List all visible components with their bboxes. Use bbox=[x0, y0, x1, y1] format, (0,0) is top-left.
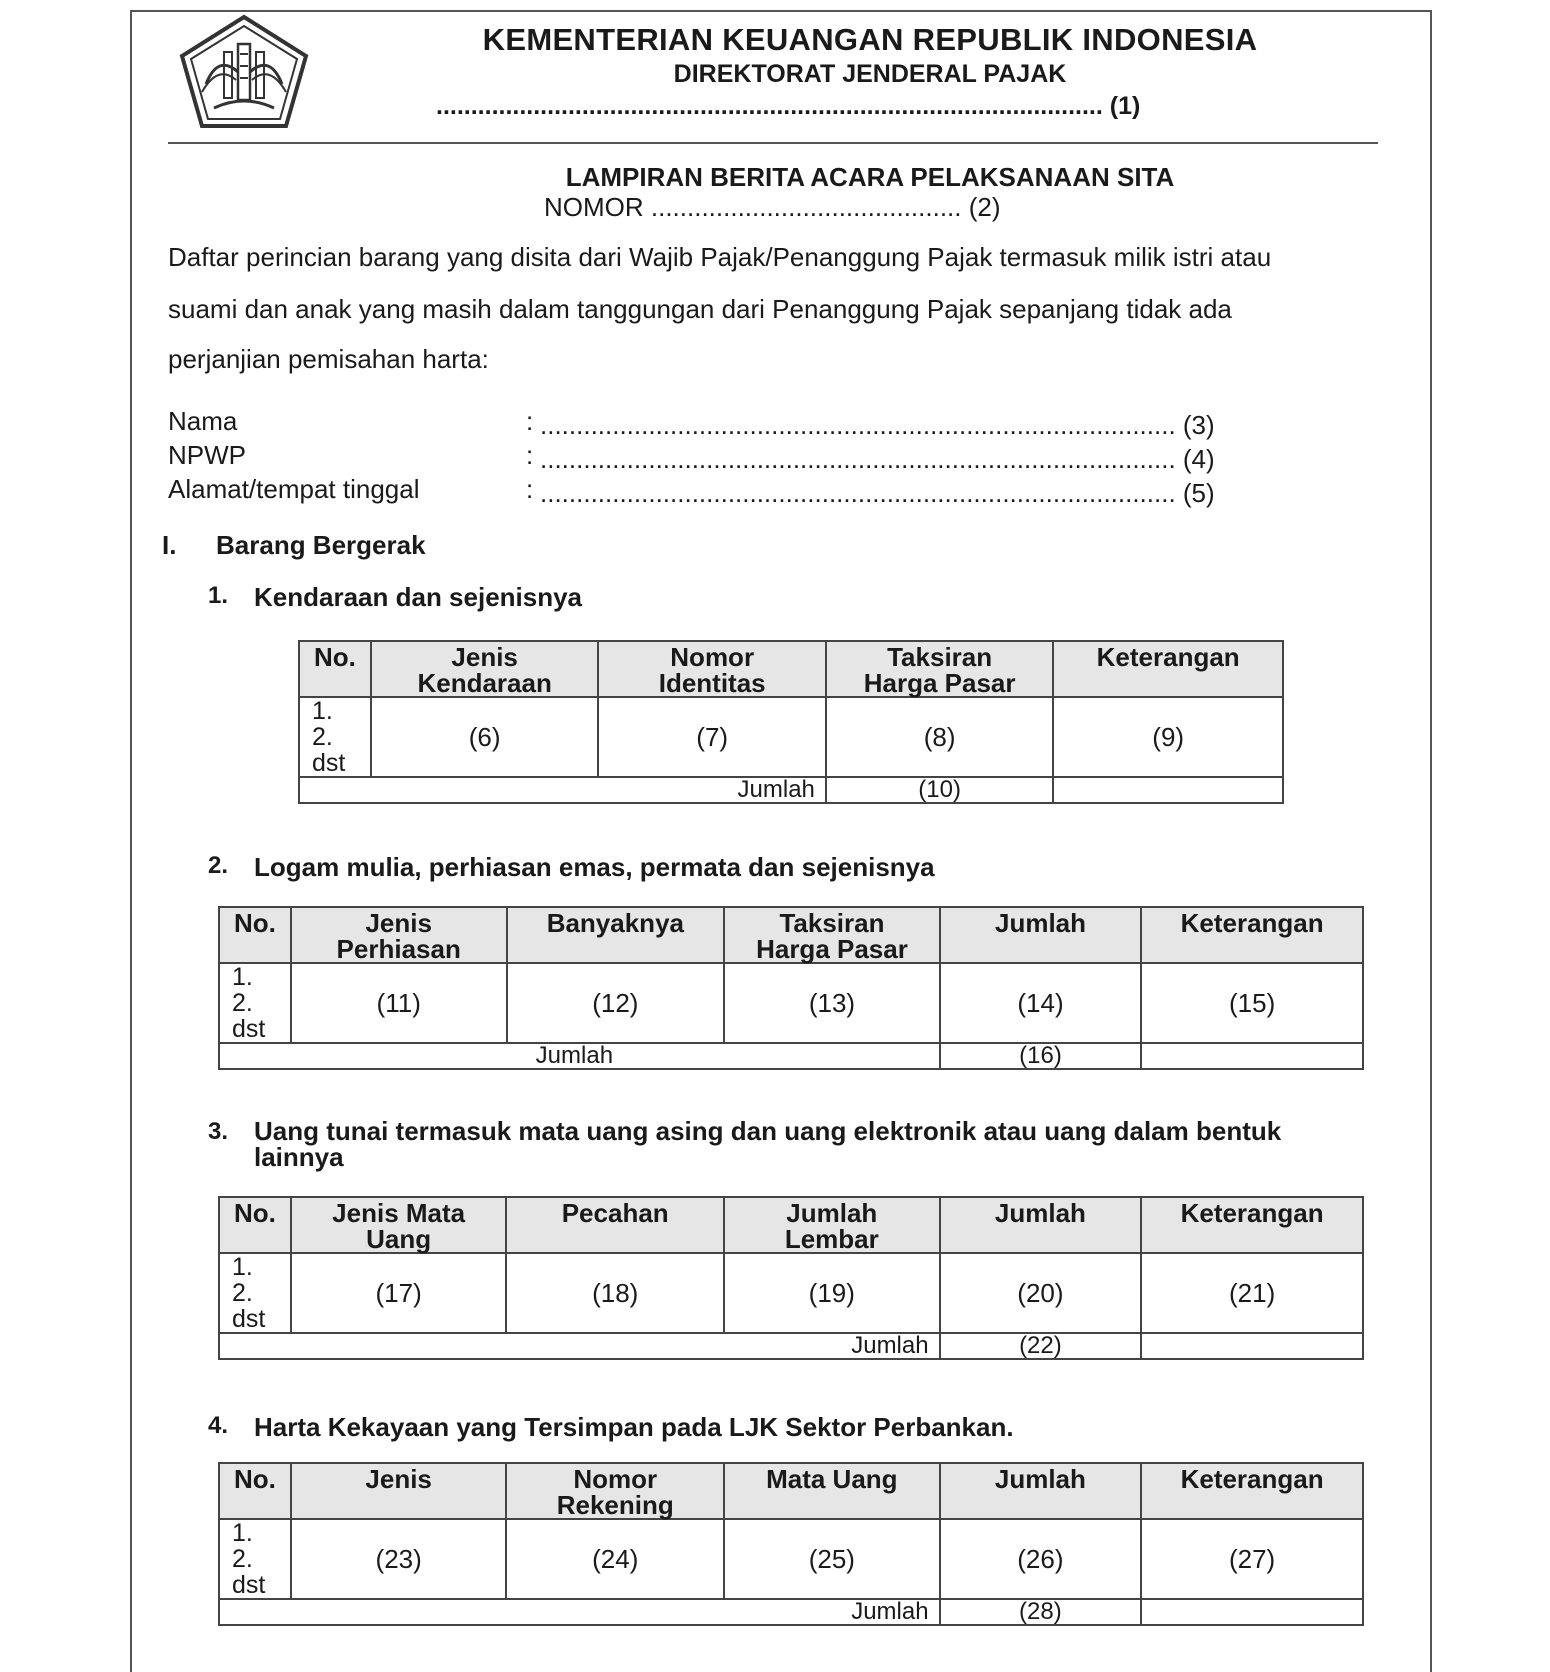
field-label-npwp: NPWP bbox=[168, 440, 246, 470]
table-cell: (27) bbox=[1141, 1519, 1363, 1599]
col-header: Jumlah bbox=[940, 1463, 1142, 1519]
field-colon: : bbox=[526, 440, 534, 470]
document-number: NOMOR ........................................... (2) bbox=[544, 192, 1001, 222]
col-header: Jenis Mata Uang bbox=[291, 1197, 506, 1253]
sum-label: Jumlah bbox=[219, 1333, 940, 1359]
table-cell: (14) bbox=[940, 963, 1142, 1043]
table-cell: (18) bbox=[506, 1253, 724, 1333]
subsection-number: 4. bbox=[208, 1412, 229, 1439]
col-header: Nomor Identitas bbox=[598, 641, 825, 697]
section-number: I. bbox=[162, 530, 177, 560]
sum-label: Jumlah bbox=[299, 777, 826, 803]
table-kendaraan bbox=[298, 640, 1284, 804]
col-header: No. bbox=[299, 641, 371, 697]
row-number-cell: 1. 2. dst bbox=[219, 963, 291, 1043]
table-perhiasan bbox=[218, 906, 1364, 1070]
table-ljk-perbankan bbox=[218, 1462, 1364, 1626]
col-header: No. bbox=[219, 1463, 291, 1519]
subsection-title: Kendaraan dan sejenisnya bbox=[254, 582, 583, 612]
sum-label: Jumlah bbox=[219, 1043, 940, 1069]
col-header: Banyaknya bbox=[507, 907, 725, 963]
sum-empty bbox=[1141, 1599, 1363, 1625]
col-header: No. bbox=[219, 907, 291, 963]
sum-value: (22) bbox=[940, 1333, 1142, 1359]
col-header: No. bbox=[219, 1197, 291, 1253]
subsection-title: Harta Kekayaan yang Tersimpan pada LJK Sektor Perbankan. bbox=[254, 1412, 1014, 1442]
col-header: Jenis Perhiasan bbox=[291, 907, 507, 963]
row-number-cell: 1. 2. dst bbox=[219, 1519, 291, 1599]
subsection-title: Logam mulia, perhiasan emas, permata dan sejenisnya bbox=[254, 852, 935, 882]
row-number-cell: 1. 2. dst bbox=[219, 1253, 291, 1333]
subsection-number: 2. bbox=[208, 852, 229, 879]
table-cell: (24) bbox=[506, 1519, 724, 1599]
subsection-title-cont: lainnya bbox=[254, 1142, 344, 1172]
table-cell: (26) bbox=[940, 1519, 1142, 1599]
field-label-nama: Nama bbox=[168, 406, 238, 436]
document-title: LAMPIRAN BERITA ACARA PELAKSANAAN SITA bbox=[565, 162, 1175, 192]
field-dots-npwp: ........................................................................................ (4) bbox=[540, 444, 1215, 474]
table-cell: (8) bbox=[826, 697, 1053, 777]
col-header: Taksiran Harga Pasar bbox=[826, 641, 1053, 697]
table-cell: (6) bbox=[371, 697, 599, 777]
col-header: Jumlah bbox=[940, 1197, 1142, 1253]
table-cell: (11) bbox=[291, 963, 507, 1043]
field-dots-nama: ........................................................................................ (3) bbox=[540, 410, 1215, 440]
col-header: Pecahan bbox=[506, 1197, 724, 1253]
col-header: Jumlah bbox=[940, 907, 1142, 963]
col-header: Keterangan bbox=[1141, 907, 1363, 963]
header-divider bbox=[168, 142, 1378, 144]
col-header: Keterangan bbox=[1141, 1197, 1363, 1253]
row-number-cell: 1. 2. dst bbox=[299, 697, 371, 777]
col-header: Mata Uang bbox=[724, 1463, 940, 1519]
table-cell: (7) bbox=[598, 697, 825, 777]
subsection-number: 1. bbox=[208, 582, 229, 609]
subsection-number: 3. bbox=[208, 1118, 229, 1145]
sum-value: (10) bbox=[826, 777, 1053, 803]
table-uang-tunai bbox=[218, 1196, 1364, 1360]
directorate-name: DIREKTORAT JENDERAL PAJAK bbox=[673, 60, 1067, 88]
col-header: Keterangan bbox=[1053, 641, 1283, 697]
col-header: Jenis bbox=[291, 1463, 507, 1519]
field-label-alamat: Alamat/tempat tinggal bbox=[168, 474, 420, 504]
field-colon: : bbox=[526, 474, 534, 504]
intro-line-3: perjanjian pemisahan harta: bbox=[168, 344, 489, 374]
table-cell: (20) bbox=[940, 1253, 1142, 1333]
office-line: ................................................................................................ (1) bbox=[436, 92, 1141, 120]
sum-empty bbox=[1053, 777, 1283, 803]
table-cell: (23) bbox=[291, 1519, 507, 1599]
col-header: Keterangan bbox=[1141, 1463, 1363, 1519]
sum-value: (16) bbox=[940, 1043, 1142, 1069]
ministry-emblem-icon bbox=[178, 14, 310, 130]
sum-empty bbox=[1141, 1333, 1363, 1359]
table-cell: (25) bbox=[724, 1519, 940, 1599]
col-header: Taksiran Harga Pasar bbox=[724, 907, 940, 963]
sum-value: (28) bbox=[940, 1599, 1142, 1625]
col-header: Jenis Kendaraan bbox=[371, 641, 599, 697]
intro-line-1: Daftar perincian barang yang disita dari Wajib Pajak/Penanggung Pajak termasuk milik istri atau bbox=[168, 242, 1272, 272]
intro-line-2: suami dan anak yang masih dalam tanggungan dari Penanggung Pajak sepanjang tidak ada bbox=[168, 294, 1232, 324]
sum-label: Jumlah bbox=[219, 1599, 940, 1625]
table-cell: (15) bbox=[1141, 963, 1363, 1043]
section-title: Barang Bergerak bbox=[216, 530, 426, 560]
table-cell: (12) bbox=[507, 963, 725, 1043]
table-cell: (19) bbox=[724, 1253, 940, 1333]
sum-empty bbox=[1141, 1043, 1363, 1069]
subsection-title: Uang tunai termasuk mata uang asing dan uang elektronik atau uang dalam bentuk bbox=[254, 1116, 1282, 1146]
field-colon: : bbox=[526, 406, 534, 436]
col-header: Nomor Rekening bbox=[506, 1463, 724, 1519]
col-header: Jumlah Lembar bbox=[724, 1197, 940, 1253]
table-cell: (13) bbox=[724, 963, 940, 1043]
table-cell: (9) bbox=[1053, 697, 1283, 777]
table-cell: (17) bbox=[291, 1253, 506, 1333]
ministry-name: KEMENTERIAN KEUANGAN REPUBLIK INDONESIA bbox=[482, 22, 1258, 57]
table-cell: (21) bbox=[1141, 1253, 1363, 1333]
field-dots-alamat: ........................................................................................ (5) bbox=[540, 478, 1215, 508]
